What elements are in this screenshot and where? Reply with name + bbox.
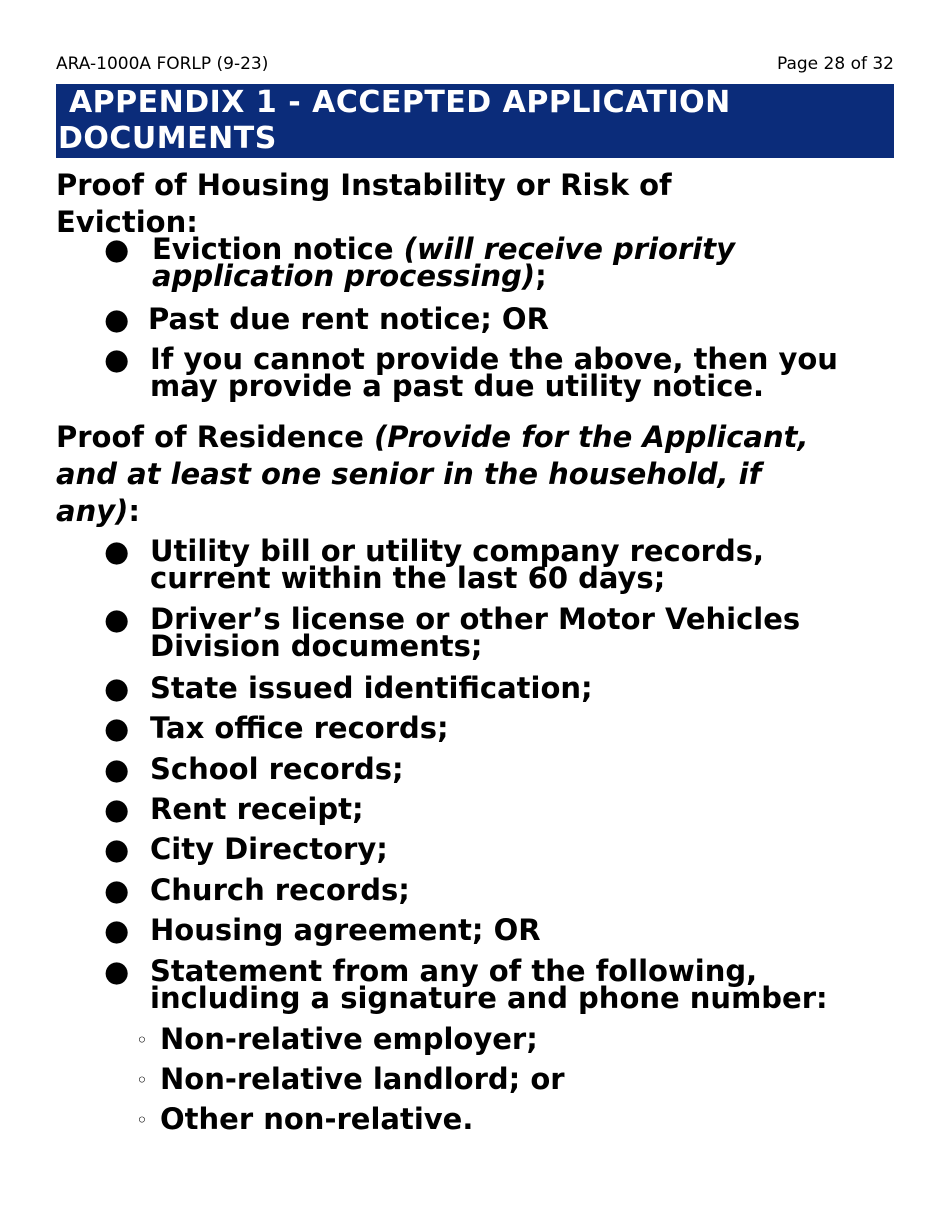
sub-bullet-icon: ◦ xyxy=(136,1108,148,1132)
list-item-tax-office: ● Tax office records; xyxy=(104,711,449,745)
bullet-icon: ● xyxy=(104,711,130,745)
list-item-utility-notice: ● If you cannot provide the above, then you may provide a past due utility notice. xyxy=(104,342,838,403)
page-number: Page 28 of 32 xyxy=(776,54,894,74)
list-item-past-due-rent: ● Past due rent notice; OR xyxy=(104,302,549,336)
list-item-eviction-notice: ● Eviction notice (will receive priority application processing); xyxy=(104,232,735,293)
bullet-icon: ● xyxy=(104,913,130,947)
bullet-icon: ● xyxy=(104,671,130,705)
list-item-rent-receipt: ● Rent receipt; xyxy=(104,792,364,826)
list-item-housing-agreement: ● Housing agreement; OR xyxy=(104,913,541,947)
bullet-icon: ● xyxy=(104,873,130,907)
sub-bullet-icon: ◦ xyxy=(136,1028,148,1052)
sub-bullet-icon: ◦ xyxy=(136,1068,148,1092)
proof-of-residence-heading: Proof of Residence (Provide for the Applicant, and at least one senior in the household, if any): xyxy=(56,420,809,528)
appendix-banner xyxy=(56,84,894,158)
bullet-icon: ● xyxy=(104,602,130,636)
list-item-statement: ● Statement from any of the following, including a signature and phone number: xyxy=(104,954,828,1015)
bullet-icon: ● xyxy=(104,832,130,866)
banner-title-line2: DOCUMENTS xyxy=(58,121,277,156)
sub-item-employer: ◦ Non-relative employer; xyxy=(136,1022,538,1056)
form-id: ARA-1000A FORLP (9-23) xyxy=(56,54,269,74)
housing-instability-heading: Proof of Housing Instability or Risk of Eviction: xyxy=(56,168,672,239)
list-item-church-records: ● Church records; xyxy=(104,873,410,907)
list-item-utility-bill: ● Utility bill or utility company records, current within the last 60 days; xyxy=(104,534,765,595)
bullet-icon: ● xyxy=(104,752,130,786)
list-item-drivers-license: ● Driver’s license or other Motor Vehicles Division documents; xyxy=(104,602,801,663)
bullet-icon: ● xyxy=(104,792,130,826)
bullet-icon: ● xyxy=(104,232,130,266)
bullet-icon: ● xyxy=(104,534,130,568)
sub-item-other: ◦ Other non-relative. xyxy=(136,1102,474,1136)
list-item-state-id: ● State issued identification; xyxy=(104,671,593,705)
page-header xyxy=(56,54,894,78)
bullet-icon: ● xyxy=(104,954,130,988)
sub-item-landlord: ◦ Non-relative landlord; or xyxy=(136,1062,565,1096)
bullet-icon: ● xyxy=(104,302,130,336)
list-item-city-directory: ● City Directory; xyxy=(104,832,388,866)
banner-title-line1: APPENDIX 1 - ACCEPTED APPLICATION xyxy=(68,85,731,120)
list-item-school-records: ● School records; xyxy=(104,752,404,786)
bullet-icon: ● xyxy=(104,342,130,376)
